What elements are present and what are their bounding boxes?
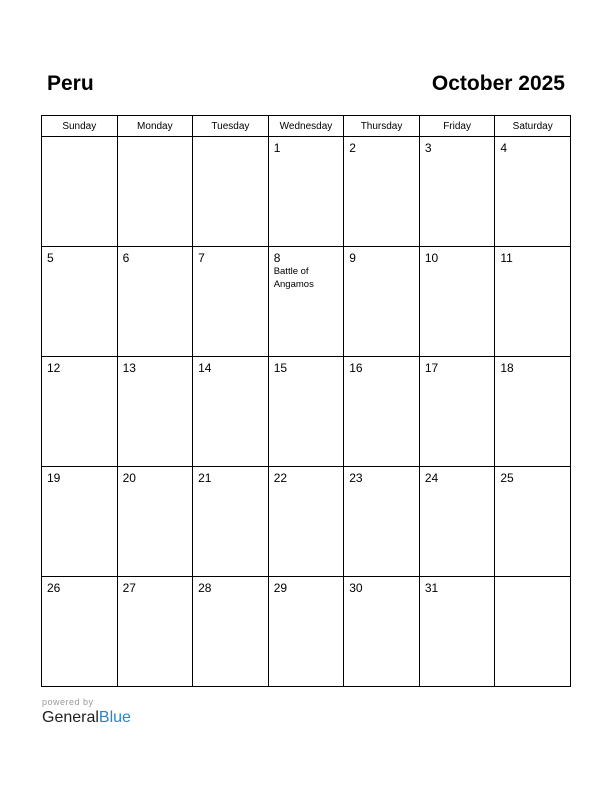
brand-blue-text: Blue <box>98 709 131 726</box>
holiday-event <box>274 265 341 291</box>
day-cell <box>193 137 269 247</box>
day-number: 27 <box>122 581 136 595</box>
day-cell <box>495 137 571 247</box>
day-cell <box>117 577 193 687</box>
day-cell <box>344 467 420 577</box>
day-cell-holiday <box>268 247 344 357</box>
month-title: October 2025 <box>431 72 565 95</box>
day-number: 17 <box>424 361 439 375</box>
day-cell <box>495 247 571 357</box>
day-number: 10 <box>424 251 439 265</box>
day-cell <box>419 247 495 357</box>
weekday-wednesday: Wednesday <box>268 116 344 137</box>
country-title: Peru <box>47 72 94 95</box>
day-cell <box>117 137 193 247</box>
weekday-monday: Monday <box>117 116 193 137</box>
weekday-saturday: Saturday <box>495 116 571 137</box>
day-cell <box>42 137 118 247</box>
day-cell <box>495 467 571 577</box>
day-number: 7 <box>198 251 205 265</box>
day-cell <box>117 357 193 467</box>
brand-general-text: General <box>42 709 99 726</box>
generalblue-logo <box>42 708 131 728</box>
day-number: 14 <box>198 361 212 375</box>
day-cell <box>495 357 571 467</box>
day-cell <box>344 357 420 467</box>
day-cell <box>419 467 495 577</box>
weekday-thursday: Thursday <box>344 116 420 137</box>
day-number: 12 <box>47 361 61 375</box>
day-number: 23 <box>349 471 363 485</box>
day-cell <box>419 577 495 687</box>
day-cell <box>268 357 344 467</box>
day-number: 1 <box>273 141 281 155</box>
weekday-friday: Friday <box>419 116 495 137</box>
day-number: 3 <box>424 141 432 155</box>
week-row <box>42 137 571 247</box>
day-cell <box>344 247 420 357</box>
day-cell <box>268 577 344 687</box>
day-cell <box>193 247 269 357</box>
day-number: 29 <box>273 581 288 595</box>
weekday-header-row <box>42 116 571 137</box>
day-number: 5 <box>47 251 54 265</box>
day-cell <box>42 247 118 357</box>
day-cell <box>268 137 344 247</box>
day-number: 20 <box>122 471 136 485</box>
calendar-grid <box>41 115 571 687</box>
day-number: 26 <box>47 581 61 595</box>
day-number: 2 <box>349 141 356 155</box>
day-number: 16 <box>349 361 363 375</box>
day-cell <box>268 467 344 577</box>
day-number: 18 <box>500 361 514 375</box>
day-cell <box>42 577 118 687</box>
day-number: 21 <box>198 471 212 485</box>
weekday-sunday: Sunday <box>42 116 118 137</box>
day-cell <box>117 247 193 357</box>
day-cell <box>193 357 269 467</box>
weekday-tuesday: Tuesday <box>193 116 269 137</box>
day-cell <box>419 137 495 247</box>
day-cell <box>344 577 420 687</box>
day-cell <box>344 137 420 247</box>
day-number: 28 <box>198 581 212 595</box>
holiday-event-line: Battle of <box>273 266 309 277</box>
day-cell <box>117 467 193 577</box>
footer-branding <box>42 697 131 728</box>
day-number: 15 <box>273 361 288 375</box>
day-number: 25 <box>500 471 514 485</box>
day-cell <box>495 577 571 687</box>
day-number: 24 <box>424 471 439 485</box>
day-number: 19 <box>47 471 61 485</box>
day-cell <box>193 467 269 577</box>
week-row <box>42 467 571 577</box>
week-row <box>42 577 571 687</box>
day-cell <box>193 577 269 687</box>
powered-by-text: powered by <box>42 697 94 707</box>
day-cell <box>42 467 118 577</box>
day-cell <box>419 357 495 467</box>
week-row <box>42 247 571 357</box>
day-number: 6 <box>122 251 130 265</box>
day-cell <box>42 357 118 467</box>
day-number: 8 <box>273 251 281 265</box>
day-number: 31 <box>424 581 439 595</box>
holiday-event-line: Angamos <box>273 279 314 290</box>
day-number: 13 <box>122 361 136 375</box>
day-number: 30 <box>349 581 363 595</box>
day-number: 4 <box>500 141 508 155</box>
day-number: 9 <box>349 251 356 265</box>
week-row <box>42 357 571 467</box>
day-number: 11 <box>500 251 513 265</box>
day-number: 22 <box>273 471 288 485</box>
